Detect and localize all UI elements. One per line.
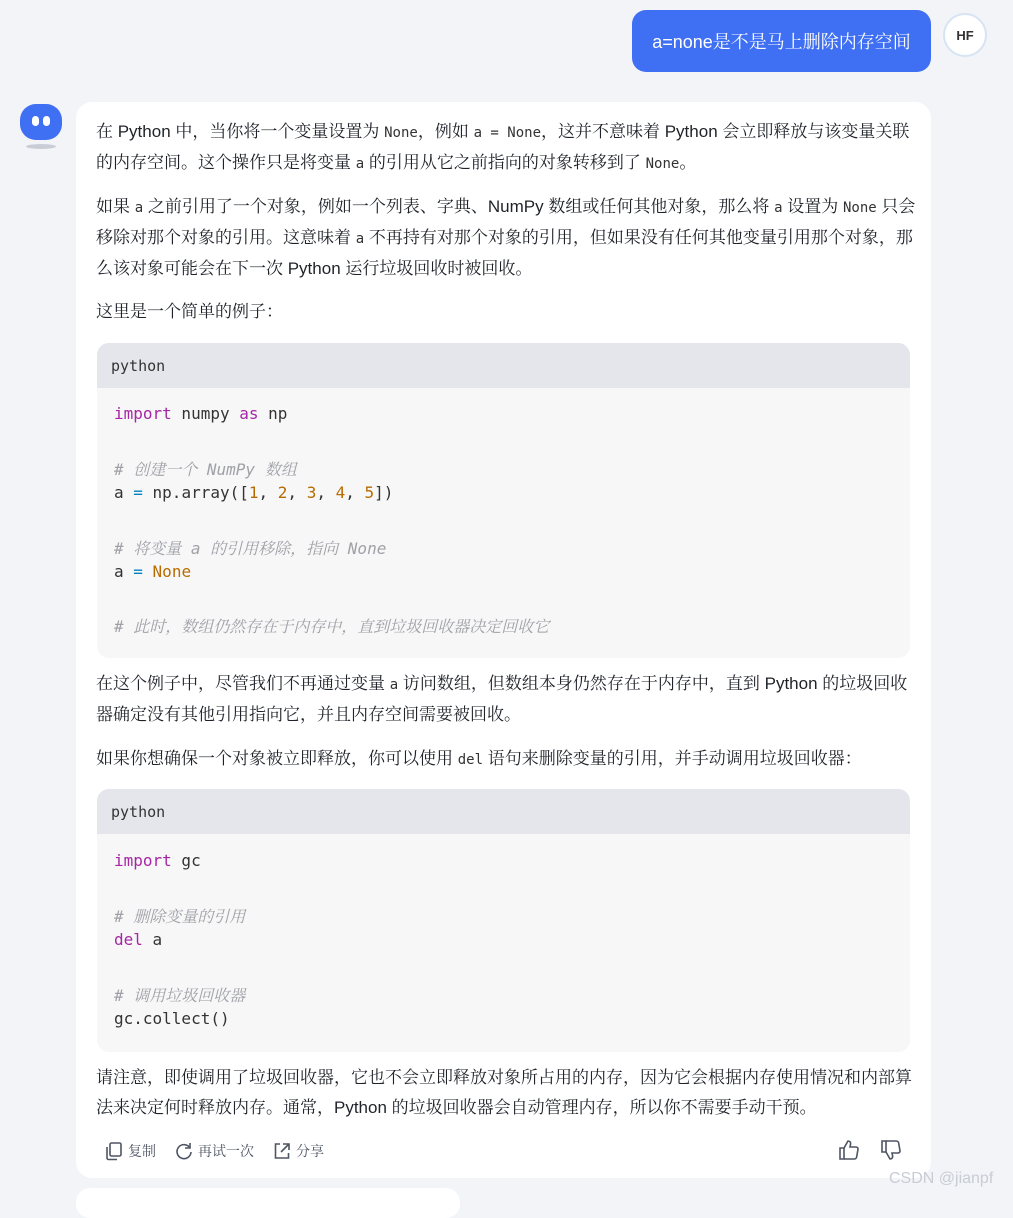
bot-eye-left [32,116,39,126]
share-button[interactable] [272,1141,324,1161]
text: 如果 [96,197,135,216]
bot-avatar [18,102,64,150]
response-paragraph-3: 这里是一个简单的例子： [96,302,283,321]
text: 在 Python 中，当你将一个变量设置为 [96,122,385,141]
inline-code: None [645,156,680,172]
share-label: 分享 [296,1143,324,1159]
response-paragraph-5 [96,744,916,775]
watermark: CSDN @jianpf [889,1170,994,1187]
inline-code: a = None [473,125,541,141]
code-line: import gc [114,851,201,870]
share-icon [272,1141,292,1161]
inline-code: a [134,200,144,216]
dislike-button[interactable] [879,1138,903,1167]
text: 只会移除对那个对象的引用。这意味着 [96,197,916,247]
copy-label: 复制 [128,1143,156,1159]
refresh-icon [174,1141,194,1161]
inline-code: a [774,200,783,216]
code-comment: # 将变量 a 的引用移除，指向 None [114,539,387,558]
code-language-label: python [97,343,910,388]
text: 如果你想确保一个对象被立即释放，你可以使用 [96,749,458,768]
response-actions [104,1138,342,1164]
code-line: a = None [114,562,192,581]
thumbs-up-icon [837,1138,861,1162]
inline-code: del [457,752,484,768]
inline-code: None [842,200,877,216]
retry-button[interactable] [174,1141,254,1161]
inline-code: a [389,677,399,693]
copy-icon [104,1141,124,1161]
bot-head [20,104,62,140]
code-comment: # 删除变量的引用 [114,907,246,926]
response-card [76,102,931,1178]
text: 的引用从它之前指向的对象转移到了 [364,153,646,172]
retry-label: 再试一次 [198,1143,254,1159]
user-avatar[interactable] [943,13,987,57]
like-button[interactable] [837,1138,861,1167]
text: 语句来删除变量的引用，并手动调用垃圾回收器： [483,749,862,768]
text: 设置为 [782,197,843,216]
text: 在这个例子中，尽管我们不再通过变量 [96,674,390,693]
user-message-text: a=none是不是马上删除内存空间 [652,32,911,52]
code-block-1[interactable] [97,343,910,658]
text: 之前引用了一个对象，例如一个列表、字典、NumPy 数组或任何其他对象，那么将 [143,197,775,216]
code-line: gc.collect() [114,1009,230,1028]
response-paragraph-1 [96,117,916,179]
user-message-bubble [632,10,931,72]
thumbs-down-icon [879,1138,903,1162]
inline-code: None [384,125,418,141]
inline-code: a [355,231,365,247]
next-message-card [76,1188,460,1218]
code-comment: # 此时，数组仍然存在于内存中，直到垃圾回收器决定回收它 [114,617,550,636]
text: ，例如 [417,122,474,141]
bot-shadow [26,144,56,149]
code-block-2[interactable] [97,789,910,1052]
code-line: import numpy as np [114,404,288,423]
inline-code: a [355,156,365,172]
copy-button[interactable] [104,1141,156,1161]
text: 。 [679,153,697,172]
user-avatar-text: HF [956,27,974,43]
text: 访问数组，但数组本身仍然存在于内存中，直到 Python 的垃圾回收器确定没有其他引用指向它，并且内存空间需要被回收。 [96,674,908,724]
code-comment: # 调用垃圾回收器 [114,986,246,1005]
response-paragraph-4 [96,669,916,730]
code-comment: # 创建一个 NumPy 数组 [114,460,297,479]
code-line: del a [114,930,163,949]
code-language-label: python [97,789,910,834]
text: ，这并不意味着 Python 会立即释放与该变量关联的内存空间。这个操作只是将变量 [96,122,910,172]
response-paragraph-2 [96,192,916,284]
feedback-buttons [819,1138,903,1167]
code-line: a = np.array([1, 2, 3, 4, 5]) [114,483,394,502]
response-paragraph-6: 请注意，即使调用了垃圾回收器，它也不会立即释放对象所占用的内存，因为它会根据内存使用情况和内部算法来决定何时释放内存。通常，Python 的垃圾回收器会自动管理内存，所以你不需要手动干预。 [96,1068,912,1117]
bot-eye-right [43,116,50,126]
text: 不再持有对那个对象的引用，但如果没有任何其他变量引用那个对象，那么该对象可能会在下一次 Python 运行垃圾回收时被回收。 [96,228,913,278]
